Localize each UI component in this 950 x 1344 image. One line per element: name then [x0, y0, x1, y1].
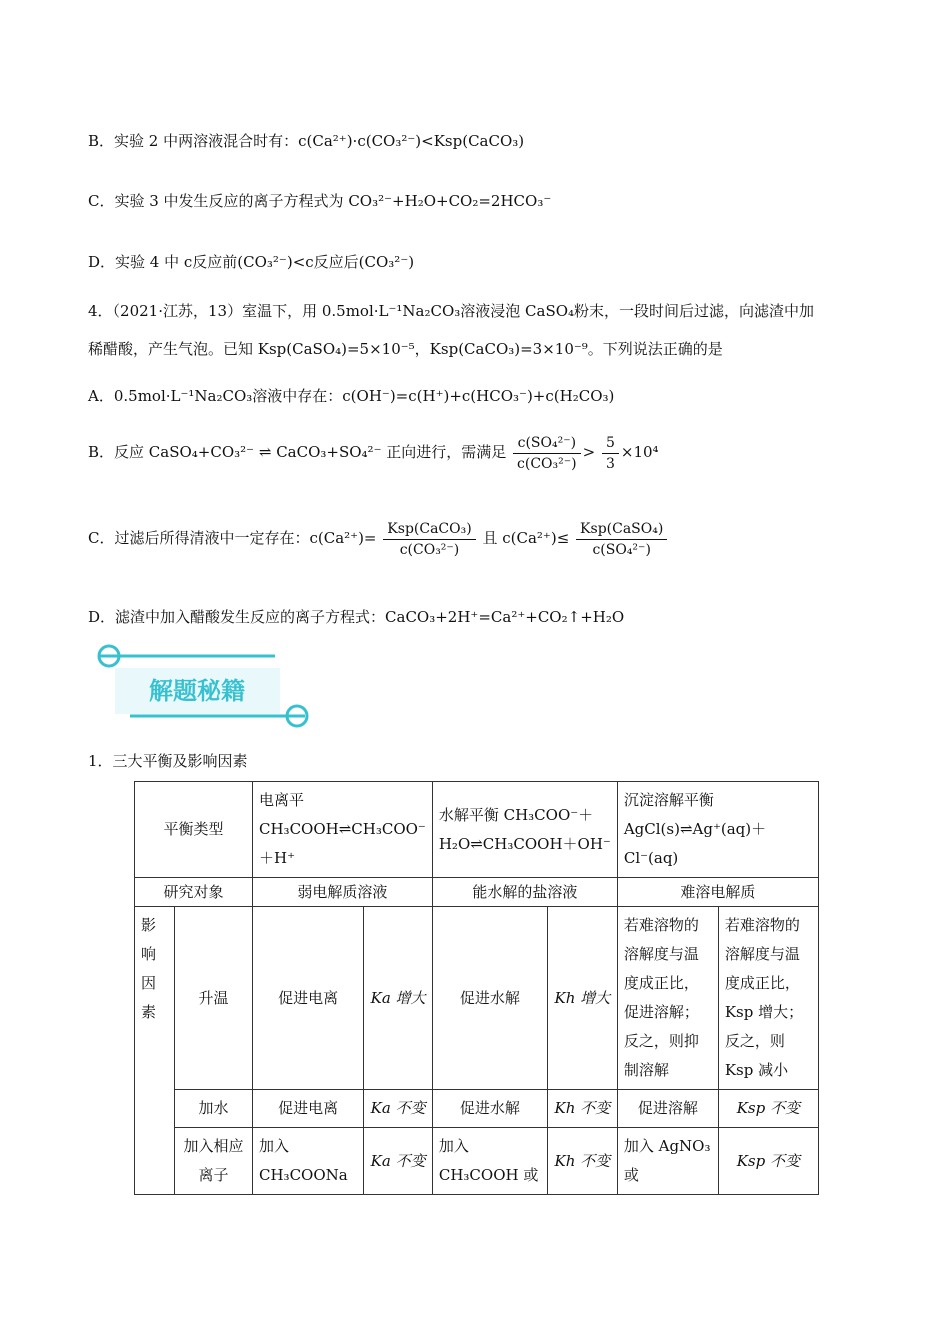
header-precipitation: 沉淀溶解平衡 AgCl(s)⇌Ag⁺(aq)＋Cl⁻(aq): [617, 782, 818, 878]
table-row: [135, 1090, 819, 1128]
heat-label: 升温: [175, 907, 253, 1090]
q4-stem-line2: 稀醋酸，产生气泡。已知 Ksp(CaSO₄)=5×10⁻⁵，Ksp(CaCO₃)=3×10⁻⁹。下列说法正确的是: [88, 340, 723, 358]
addion-hydrolysis: 加入 CH₃COOH 或: [432, 1128, 547, 1195]
heat-ka: Ka 增大: [364, 907, 432, 1090]
addion-ka: Ka 不变: [364, 1128, 432, 1195]
water-precipitation: 促进溶解: [617, 1090, 718, 1128]
option-b-prev: B．实验 2 中两溶液混合时有：c(Ca²⁺)·c(CO₃²⁻)<Ksp(CaCO₃): [88, 132, 525, 150]
ksp-caco3-denominator: c(CO₃²⁻): [399, 541, 460, 558]
object-hydrolysis: 能水解的盐溶液: [432, 878, 617, 907]
ratio-numerator: c(SO₄²⁻): [513, 433, 581, 454]
q4-option-b-text: B．反应 CaSO₄+CO₃²⁻ ⇌ CaCO₃+SO₄²⁻ 正向进行，需满足: [88, 443, 507, 461]
ratio-denominator: c(CO₃²⁻): [517, 455, 577, 472]
ksp-caso4-fraction: [576, 519, 667, 560]
addion-kh: Kh 不变: [547, 1128, 617, 1195]
q4-option-d: D．滤渣中加入醋酸发生反应的离子方程式：CaCO₃+2H⁺=Ca²⁺+CO₂↑+H₂O: [88, 608, 625, 626]
table-row: [135, 907, 819, 1090]
option-c-prev: C．实验 3 中发生反应的离子方程式为 CO₃²⁻+H₂O+CO₂=2HCO₃⁻: [88, 192, 552, 210]
heat-ksp: 若难溶物的溶解度与温度成正比，Ksp 增大；反之，则 Ksp 减小: [718, 907, 818, 1090]
object-ionization: 弱电解质溶液: [253, 878, 433, 907]
value-exponent: ×10⁴: [620, 443, 659, 461]
water-kh: Kh 不变: [547, 1090, 617, 1128]
banner-title: 解题秘籍: [149, 677, 245, 705]
table-row: [135, 782, 819, 878]
addion-label: 加入相应离子: [175, 1128, 253, 1195]
q4-option-c-text: C．过滤后所得清液中一定存在：c(Ca²⁺)=: [88, 529, 377, 547]
table-row: [135, 878, 819, 907]
water-label: 加水: [175, 1090, 253, 1128]
value-denominator: 3: [605, 455, 615, 472]
ksp-caso4-denominator: c(SO₄²⁻): [592, 541, 651, 558]
tips-banner: [95, 642, 315, 734]
water-ksp: Ksp 不变: [718, 1090, 818, 1128]
q4-option-a: A．0.5mol·L⁻¹Na₂CO₃溶液中存在：c(OH⁻)=c(H⁺)+c(HCO₃⁻)+c(H₂CO₃): [88, 387, 615, 405]
addion-ksp: Ksp 不变: [718, 1128, 818, 1195]
addion-precipitation: 加入 AgNO₃或: [617, 1128, 718, 1195]
q4-option-c: [88, 518, 669, 560]
ksp-caco3-numerator: Ksp(CaCO₃): [383, 519, 475, 540]
water-hydrolysis: 促进水解: [432, 1090, 547, 1128]
water-ionization: 促进电离: [253, 1090, 364, 1128]
header-type: 平衡类型: [135, 782, 253, 878]
q4-option-b: [88, 432, 659, 474]
row-object-label: 研究对象: [135, 878, 253, 907]
factor-label: 影响因素: [135, 907, 175, 1195]
ksp-caco3-fraction: [383, 519, 475, 560]
ksp-caso4-numerator: Ksp(CaSO₄): [576, 519, 667, 540]
table-row: [135, 1128, 819, 1195]
header-ionization: 电离平 CH₃COOH⇌CH₃COO⁻＋H⁺: [253, 782, 433, 878]
heat-ionization: 促进电离: [253, 907, 364, 1090]
water-ka: Ka 不变: [364, 1090, 432, 1128]
ratio-relation: >: [582, 443, 596, 461]
object-precipitation: 难溶电解质: [617, 878, 818, 907]
q4-stem-line1: 4．（2021·江苏，13）室温下，用 0.5mol·L⁻¹Na₂CO₃溶液浸泡 CaSO₄粉末，一段时间后过滤，向滤渣中加: [88, 302, 815, 320]
option-d-prev: D．实验 4 中 c反应前(CO₃²⁻)<c反应后(CO₃²⁻): [88, 253, 415, 271]
q4-option-c-mid: 且 c(Ca²⁺)≤: [482, 529, 570, 547]
ratio-fraction: [513, 433, 581, 474]
heat-precipitation: 若难溶物的溶解度与温度成正比，促进溶解；反之，则抑制溶解: [617, 907, 718, 1090]
addion-ionization: 加入 CH₃COONa: [253, 1128, 364, 1195]
header-hydrolysis: 水解平衡 CH₃COO⁻＋H₂O⇌CH₃COOH＋OH⁻: [432, 782, 617, 878]
value-fraction: [602, 433, 619, 474]
heat-kh: Kh 增大: [547, 907, 617, 1090]
section-heading: 1．三大平衡及影响因素: [88, 752, 248, 770]
heat-hydrolysis: 促进水解: [432, 907, 547, 1090]
value-numerator: 5: [602, 433, 619, 454]
equilibrium-table: [134, 781, 819, 1195]
